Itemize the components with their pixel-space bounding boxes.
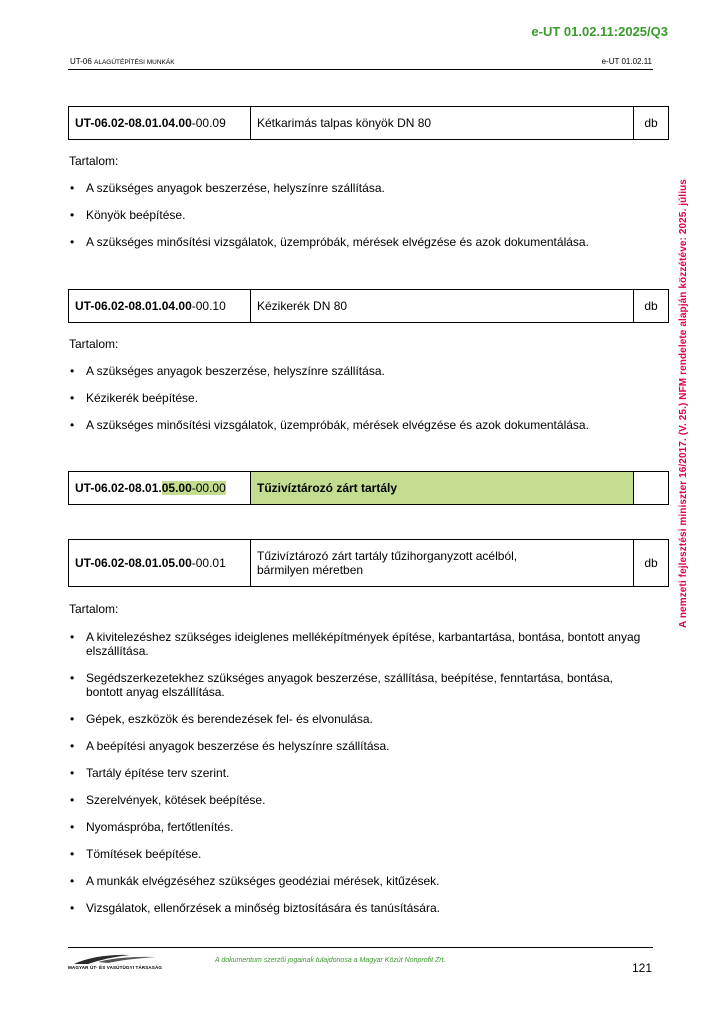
item-table-2 [68, 289, 669, 323]
content-label: Tartalom: [69, 337, 119, 351]
list-item: • A szükséges anyagok beszerzése, helyszínre szállítása. [69, 181, 649, 195]
item-code: UT-06.02-08.01.05.00-00.00 [69, 472, 251, 505]
item-unit: db [634, 290, 669, 323]
footer-copyright: A dokumentum szerzői jogainak tulajdonosa a Magyar Közút Nonprofit Zrt. [215, 957, 446, 964]
item-table-1 [68, 106, 669, 140]
list-item: • A beépítési anyagok beszerzése és helyszínre szállítása. [69, 739, 649, 753]
item-unit: db [634, 540, 669, 587]
item-code: UT-06.02-08.01.04.00-00.10 [69, 290, 251, 323]
item-unit [634, 472, 669, 505]
item-description: Tűzivíztározó zárt tartály tűzihorganyzott acélból, bármilyen méretben [251, 540, 634, 587]
list-item: • Tartály építése terv szerint. [69, 766, 649, 780]
list-item: • A szükséges anyagok beszerzése, helyszínre szállítása. [69, 364, 649, 378]
list-item: • A munkák elvégzéséhez szükséges geodéziai mérések, kitűzések. [69, 874, 649, 888]
item-table-3 [68, 539, 669, 587]
item-description: Tűzivíztározó zárt tartály [251, 472, 634, 505]
header-chapter-code: UT-06 [70, 57, 95, 66]
header-doc-id: e-UT 01.02.11 [601, 57, 652, 66]
content-list-2 [69, 364, 649, 432]
item-table-group [68, 471, 669, 505]
item-unit: db [634, 107, 669, 140]
footer-rule [68, 947, 653, 948]
header-chapter [70, 57, 175, 68]
list-item: • Gépek, eszközök és berendezések fel- és elvonulása. [69, 712, 649, 726]
document-code: e-UT 01.02.11:2025/Q3 [531, 24, 668, 39]
list-item: • Kézikerék beépítése. [69, 391, 649, 405]
side-publication-note: A nemzeti fejlesztési miniszter 16/2017. (V. 25.) NFM rendelete alapján közzétéve: 2025. július [678, 179, 689, 628]
society-logo [68, 953, 163, 973]
item-description: Kétkarimás talpas könyök DN 80 [251, 107, 634, 140]
list-item: • Tömítések beépítése. [69, 847, 649, 861]
list-item: • A szükséges minősítési vizsgálatok, üzempróbák, mérések elvégzése és azok dokumentálása. [69, 235, 649, 249]
item-description: Kézikerék DN 80 [251, 290, 634, 323]
item-code: UT-06.02-08.01.04.00-00.09 [69, 107, 251, 140]
content-label: Tartalom: [69, 602, 119, 616]
list-item: • Szerelvények, kötések beépítése. [69, 793, 649, 807]
logo-text: MAGYAR ÚT- ÉS VASÚTÜGYI TÁRSASÁG [68, 965, 163, 970]
list-item: • A szükséges minősítési vizsgálatok, üzempróbák, mérések elvégzése és azok dokumentálása. [69, 418, 649, 432]
list-item: • Segédszerkezetekhez szükséges anyagok beszerzése, szállítása, beépítése, fenntartása, bontása, bontott anyag elszállítása. [69, 671, 649, 699]
list-item: • Vizsgálatok, ellenőrzések a minőség biztosítására és tanúsítására. [69, 901, 649, 915]
list-item: • Nyomáspróba, fertőtlenítés. [69, 820, 649, 834]
content-list-3 [69, 630, 649, 915]
header-rule [68, 69, 653, 70]
list-item: • Könyök beépítése. [69, 208, 649, 222]
header-chapter-title: ALAGÚTÉPÍTÉSI MUNKÁK [94, 59, 175, 66]
item-code: UT-06.02-08.01.05.00-00.01 [69, 540, 251, 587]
content-label: Tartalom: [69, 154, 119, 168]
page-number: 121 [631, 961, 652, 975]
list-item: • A kivitelezéshez szükséges ideiglenes melléképítmények építése, karbantartása, bontása, bontott anyag elszállítása. [69, 630, 649, 658]
content-list-1 [69, 181, 649, 249]
